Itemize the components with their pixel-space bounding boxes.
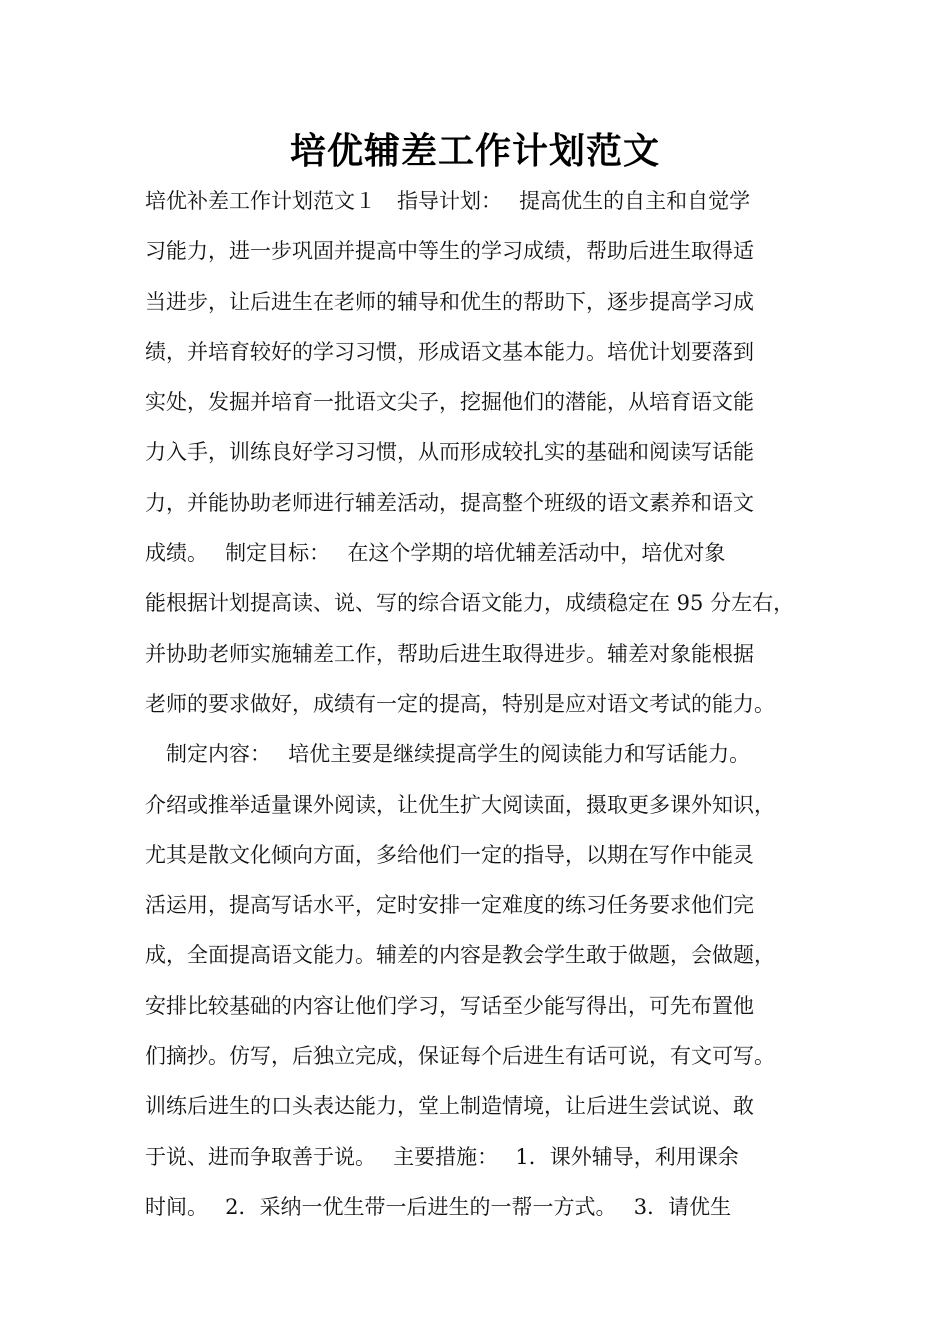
text-line: 时间。 2．采纳一优生带一后进生的一帮一方式。 3．请优生	[145, 1194, 732, 1219]
text-line: 力，并能协助老师进行辅差活动，提高整个班级的语文素养和语文	[145, 490, 754, 515]
text-line: 培优补差工作计划范文１ 指导计划： 提高优生的自主和自觉学	[145, 189, 751, 213]
text-line: 安排比较基础的内容让他们学习，写话至少能写得出，可先布置他	[145, 993, 754, 1018]
text-line: 尤其是散文化倾向方面，多给他们一定的指导，以期在写作中能灵	[145, 842, 754, 867]
text-line: 制定内容： 培优主要是继续提高学生的阅读能力和写话能力。	[145, 742, 751, 767]
document-title: 培优辅差工作计划范文	[289, 131, 660, 172]
text-line: 活运用，提高写话水平，定时安排一定难度的练习任务要求他们完	[145, 893, 754, 918]
text-line: 介绍或推举适量课外阅读，让优生扩大阅读面，摄取更多课外知识，	[145, 792, 775, 817]
text-line: 当进步，让后进生在老师的辅导和优生的帮助下，逐步提高学习成	[145, 289, 754, 314]
text-line: 绩，并培育较好的学习习惯，形成语文基本能力。培优计划要落到	[145, 339, 754, 364]
document-body	[145, 176, 825, 1232]
text-line: 老师的要求做好，成绩有一定的提高，特别是应对语文考试的能力。	[145, 691, 775, 716]
text-line: 训练后进生的口头表达能力，堂上制造情境，让后进生尝试说、敢	[145, 1094, 754, 1119]
text-line: 于说、进而争取善于说。 主要措施： 1．课外辅导，利用课余	[145, 1144, 739, 1169]
text-line: 成绩。 制定目标： 在这个学期的培优辅差活动中，培优对象	[145, 541, 726, 566]
text-line: 力入手，训练良好学习习惯，从而形成较扎实的基础和阅读写话能	[145, 440, 754, 465]
text-line: 们摘抄。仿写，后独立完成，保证每个后进生有话可说，有文可写。	[145, 1044, 775, 1069]
text-line: 成，全面提高语文能力。辅差的内容是教会学生敢于做题，会做题，	[145, 943, 775, 968]
text-line: 习能力，进一步巩固并提高中等生的学习成绩，帮助后进生取得适	[145, 239, 754, 264]
text-line: 能根据计划提高读、说、写的综合语文能力，成绩稳定在 95 分左右，	[145, 591, 795, 616]
text-line: 并协助老师实施辅差工作，帮助后进生取得进步。辅差对象能根据	[145, 641, 754, 666]
text-line: 实处，发掘并培育一批语文尖子，挖掘他们的潜能，从培育语文能	[145, 390, 754, 415]
